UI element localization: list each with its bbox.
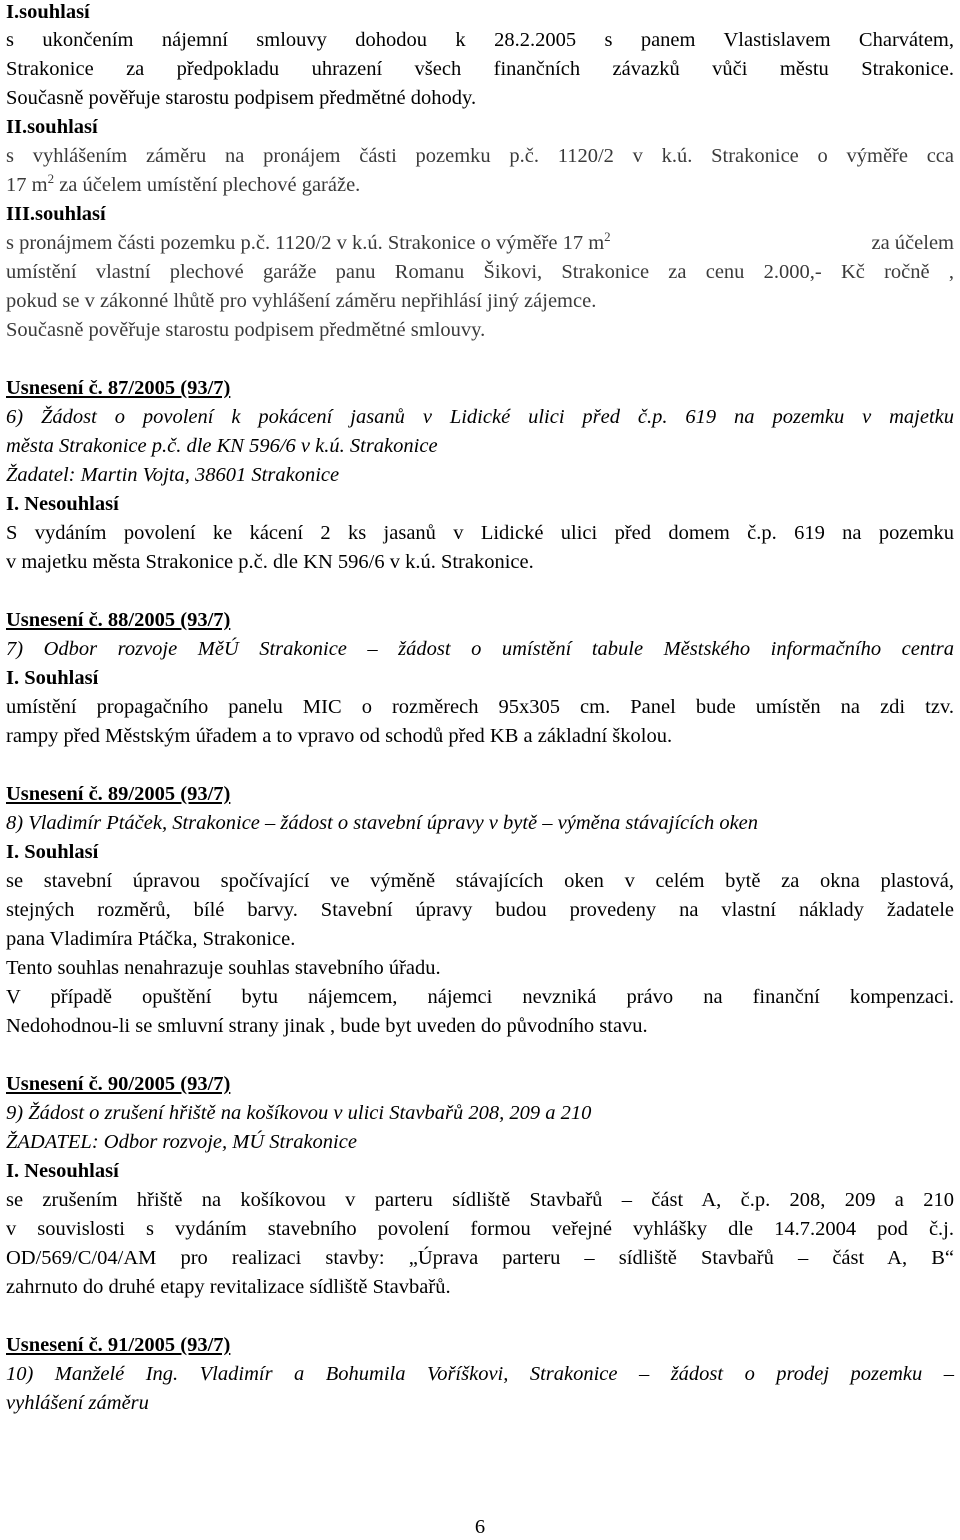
- paragraph-line: S vydáním povolení ke kácení 2 ks jasanů v Lidické ulici před domem č.p. 619 na pozemku: [6, 522, 954, 544]
- paragraph-line: Tento souhlas nenahrazuje souhlas stavebního úřadu.: [6, 957, 441, 979]
- resolution-title: 8) Vladimír Ptáček, Strakonice – žádost o stavební úpravy v bytě – výměna stávajících oken: [6, 812, 759, 834]
- paragraph-line: Současně pověřuje starostu podpisem předmětné smlouvy.: [6, 319, 486, 341]
- resolution-decision: I. Nesouhlasí: [6, 1160, 119, 1182]
- paragraph-line: v souvislosti s vydáním stavebního povolení formou veřejné vyhlášky dle 14.7.2004 pod č.j.: [6, 1218, 954, 1240]
- resolution-number: Usnesení č. 87/2005 (93/7): [6, 377, 231, 399]
- paragraph-line: umístění vlastní plechové garáže panu Romanu Šikovi, Strakonice za cenu 2.000,- Kč ročně ,: [6, 261, 954, 283]
- paragraph-line: [6, 230, 954, 256]
- paragraph-line: s vyhlášením záměru na pronájem části pozemku p.č. 1120/2 v k.ú. Strakonice o výměře cca: [6, 145, 954, 167]
- resolution-decision: I. Souhlasí: [6, 667, 99, 689]
- paragraph-line: Nedohodnou-li se smluvní strany jinak , bude byt uveden do původního stavu.: [6, 1015, 648, 1037]
- page-number: 6: [474, 1516, 486, 1538]
- resolution-title: 10) Manželé Ing. Vladimír a Bohumila Voříškovi, Strakonice – žádost o prodej pozemku –: [6, 1363, 954, 1385]
- heading-souhlasi-3: III.souhlasí: [6, 203, 106, 225]
- resolution-title: vyhlášení záměru: [6, 1392, 149, 1414]
- paragraph-line: pokud se v zákonné lhůtě pro vyhlášení záměru nepřihlásí jiný zájemce.: [6, 290, 597, 312]
- paragraph-text: za účelem umístění plechové garáže.: [54, 174, 361, 196]
- paragraph-line: v majetku města Strakonice p.č. dle KN 596/6 v k.ú. Strakonice.: [6, 551, 534, 573]
- resolution-title: města Strakonice p.č. dle KN 596/6 v k.ú. Strakonice: [6, 435, 438, 457]
- paragraph-line: Strakonice za předpokladu uhrazení všech finančních závazků vůči městu Strakonice.: [6, 58, 954, 80]
- resolution-applicant: ŽADATEL: Odbor rozvoje, MÚ Strakonice: [6, 1131, 357, 1153]
- paragraph-line: pana Vladimíra Ptáčka, Strakonice.: [6, 928, 296, 950]
- paragraph-line: se stavební úpravou spočívající ve výměně stávajících oken v celém bytě za okna plastová,: [6, 870, 954, 892]
- resolution-title: 9) Žádost o zrušení hřiště na košíkovou v ulici Stavbařů 208, 209 a 210: [6, 1102, 592, 1124]
- resolution-title: 6) Žádost o povolení k pokácení jasanů v Lidické ulici před č.p. 619 na pozemku v majetku: [6, 406, 954, 428]
- resolution-number: Usnesení č. 90/2005 (93/7): [6, 1073, 231, 1095]
- heading-souhlasi-2: II.souhlasí: [6, 116, 98, 138]
- resolution-decision: I. Souhlasí: [6, 841, 99, 863]
- resolution-number: Usnesení č. 89/2005 (93/7): [6, 783, 231, 805]
- paragraph-line: rampy před Městským úřadem a to vpravo od schodů před KB a základní školou.: [6, 725, 673, 747]
- resolution-applicant: Žadatel: Martin Vojta, 38601 Strakonice: [6, 464, 340, 486]
- paragraph-line: [6, 172, 954, 198]
- paragraph-text: s pronájmem části pozemku p.č. 1120/2 v k.ú. Strakonice o výměře 17 m: [6, 232, 605, 254]
- paragraph-line: zahrnuto do druhé etapy revitalizace sídliště Stavbařů.: [6, 1276, 451, 1298]
- paragraph-line: OD/569/C/04/AM pro realizaci stavby: „Úprava parteru – sídliště Stavbařů – část A, B“: [6, 1247, 954, 1269]
- paragraph-line: stejných rozměrů, bílé barvy. Stavební úpravy budou provedeny na vlastní náklady žadatele: [6, 899, 954, 921]
- paragraph-line: V případě opuštění bytu nájemcem, nájemci nevzniká právo na finanční kompenzaci.: [6, 986, 954, 1008]
- superscript: 2: [47, 171, 55, 186]
- heading-souhlasi-1: I.souhlasí: [6, 1, 90, 23]
- resolution-number: Usnesení č. 91/2005 (93/7): [6, 1334, 231, 1356]
- resolution-number: Usnesení č. 88/2005 (93/7): [6, 609, 231, 631]
- paragraph-line: umístění propagačního panelu MIC o rozměrech 95x305 cm. Panel bude umístěn na zdi tzv.: [6, 696, 954, 718]
- area-value: 17 m: [6, 174, 48, 196]
- paragraph-line: s ukončením nájemní smlouvy dohodou k 28.2.2005 s panem Vlastislavem Charvátem,: [6, 29, 954, 51]
- paragraph-line: se zrušením hřiště na košíkovou v parteru sídliště Stavbařů – část A, č.p. 208, 209 a 210: [6, 1189, 954, 1211]
- superscript: 2: [604, 229, 611, 244]
- paragraph-line: Současně pověřuje starostu podpisem předmětné dohody.: [6, 87, 477, 109]
- resolution-decision: I. Nesouhlasí: [6, 493, 119, 515]
- resolution-title: 7) Odbor rozvoje MěÚ Strakonice – žádost o umístění tabule Městského informačního centra: [6, 638, 954, 660]
- paragraph-text: za účelem: [871, 232, 954, 254]
